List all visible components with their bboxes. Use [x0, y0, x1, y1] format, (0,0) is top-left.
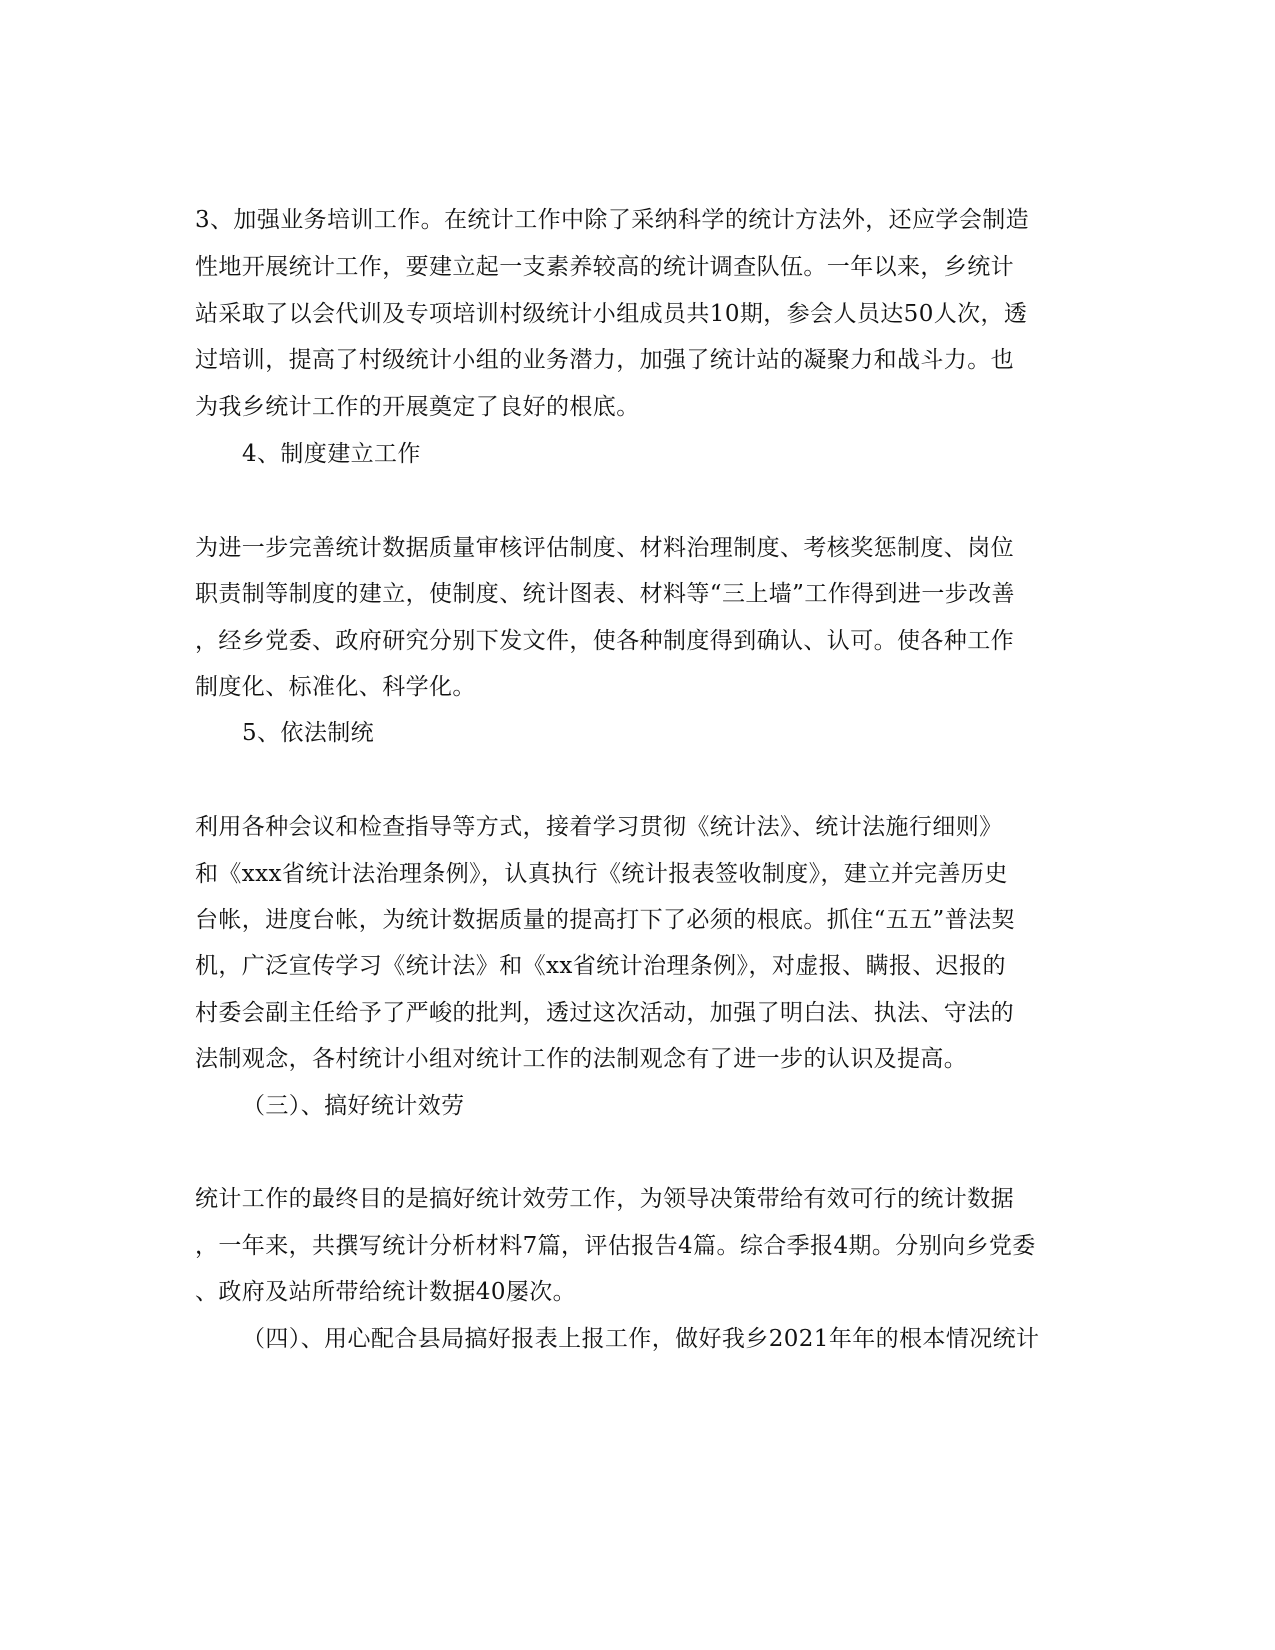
paragraph-line: ，经乡党委、政府研究分别下发文件，使各种制度得到确认、认可。使各种工作 — [195, 628, 1014, 654]
paragraph-line: 村委会副主任给予了严峻的批判，透过这次活动，加强了明白法、执法、守法的 — [195, 1000, 1014, 1026]
paragraph-line: 3、加强业务培训工作。在统计工作中除了采纳科学的统计方法外，还应学会制造 — [195, 207, 1030, 233]
paragraph-line: 站采取了以会代训及专项培训村级统计小组成员共10期，参会人员达50人次，透 — [195, 301, 1028, 327]
paragraph-line: 利用各种会议和检查指导等方式，接着学习贯彻《统计法》、统计法施行细则》 — [195, 814, 1003, 840]
paragraph-line: 过培训，提高了村级统计小组的业务潜力，加强了统计站的凝聚力和战斗力。也 — [195, 347, 1014, 373]
paragraph-line: 为进一步完善统计数据质量审核评估制度、材料治理制度、考核奖惩制度、岗位 — [195, 535, 1014, 561]
paragraph-line: 法制观念，各村统计小组对统计工作的法制观念有了进一步的认识及提高。 — [195, 1046, 968, 1072]
paragraph-line: 和《xxx省统计法治理条例》，认真执行《统计报表签收制度》，建立并完善历史 — [195, 861, 1008, 887]
paragraph-line: 制度化、标准化、科学化。 — [195, 674, 476, 700]
paragraph-line: 职责制等制度的建立，使制度、统计图表、材料等“三上墙”工作得到进一步改善 — [195, 581, 1015, 607]
section-heading: （四）、用心配合县局搞好报表上报工作，做好我乡2021年年的根本情况统计 — [242, 1326, 1040, 1352]
paragraph-line: 台帐，进度台帐，为统计数据质量的提高打下了必须的根底。抓住“五五”普法契 — [195, 907, 1015, 933]
section-heading: 5、依法制统 — [242, 720, 375, 746]
section-heading: （三）、搞好统计效劳 — [242, 1093, 465, 1119]
paragraph-line: 为我乡统计工作的开展奠定了良好的根底。 — [195, 394, 640, 420]
paragraph-line: 性地开展统计工作，要建立起一支素养较高的统计调查队伍。一年以来，乡统计 — [195, 254, 1014, 280]
paragraph-line: 统计工作的最终目的是搞好统计效劳工作，为领导决策带给有效可行的统计数据 — [195, 1186, 1014, 1212]
section-heading: 4、制度建立工作 — [242, 441, 421, 467]
paragraph-line: 机，广泛宣传学习《统计法》和《xx省统计治理条例》，对虚报、瞒报、迟报的 — [195, 953, 1006, 979]
paragraph-line: 、政府及站所带给统计数据40屡次。 — [195, 1279, 577, 1305]
paragraph-line: ，一年来，共撰写统计分析材料7篇，评估报告4篇。综合季报4期。分别向乡党委 — [195, 1233, 1036, 1259]
